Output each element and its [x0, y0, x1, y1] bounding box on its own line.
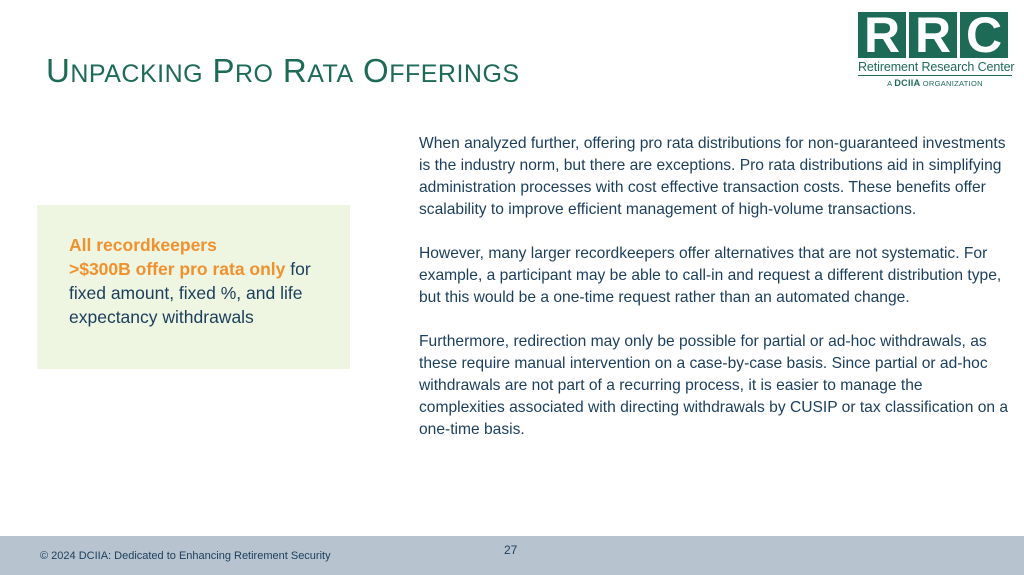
logo-name: Retirement Research Center [858, 60, 1015, 74]
callout-highlight-1: All recordkeepers [69, 235, 217, 255]
footer-bar [0, 536, 1024, 575]
body-paragraph-3: Furthermore, redirection may only be possible for partial or ad-hoc withdrawals, as these require manual intervention on a case-by-case basis. Since partial or ad-hoc withdrawals are not part of a recurring process, it is easier to manage the complexities associated with directing withdrawals by CUSIP or tax classification on a one-time basis. [419, 333, 1009, 438]
callout-box [37, 205, 350, 369]
callout-highlight-2: >$300B offer pro rata only [69, 259, 286, 279]
body-paragraph-2: However, many larger recordkeepers offer alternatives that are not systematic. For example, a participant may be able to call-in and request a different distribution type, but this would be a one-time request rather than an automated change. [419, 245, 1002, 306]
logo-org: A DCIIA ORGANIZATION [887, 78, 983, 88]
logo-letter-c: C [960, 12, 1008, 58]
page-number: 27 [504, 543, 518, 557]
footer-copyright: © 2024 DCIIA: Dedicated to Enhancing Retirement Security [40, 550, 331, 562]
logo-letter-r1: R [858, 12, 906, 58]
rrc-logo [858, 12, 1015, 92]
callout-text: for fixed amount, fixed %, and life expectancy withdrawals [69, 259, 311, 327]
rrc-logo-mark [858, 12, 1012, 58]
slide-title: UNPACKING PRO RATA OFFERINGS [46, 52, 520, 89]
body-paragraph-1: When analyzed further, offering pro rata distributions for non-guaranteed investments is the industry norm, but there are exceptions. Pro rata distributions aid in simplifying administration processes with cost effective transaction costs. These benefits offer scalability to improve efficient management of high-volume transactions. [419, 135, 1006, 218]
body-text [419, 133, 1011, 463]
logo-letter-r2: R [909, 12, 957, 58]
